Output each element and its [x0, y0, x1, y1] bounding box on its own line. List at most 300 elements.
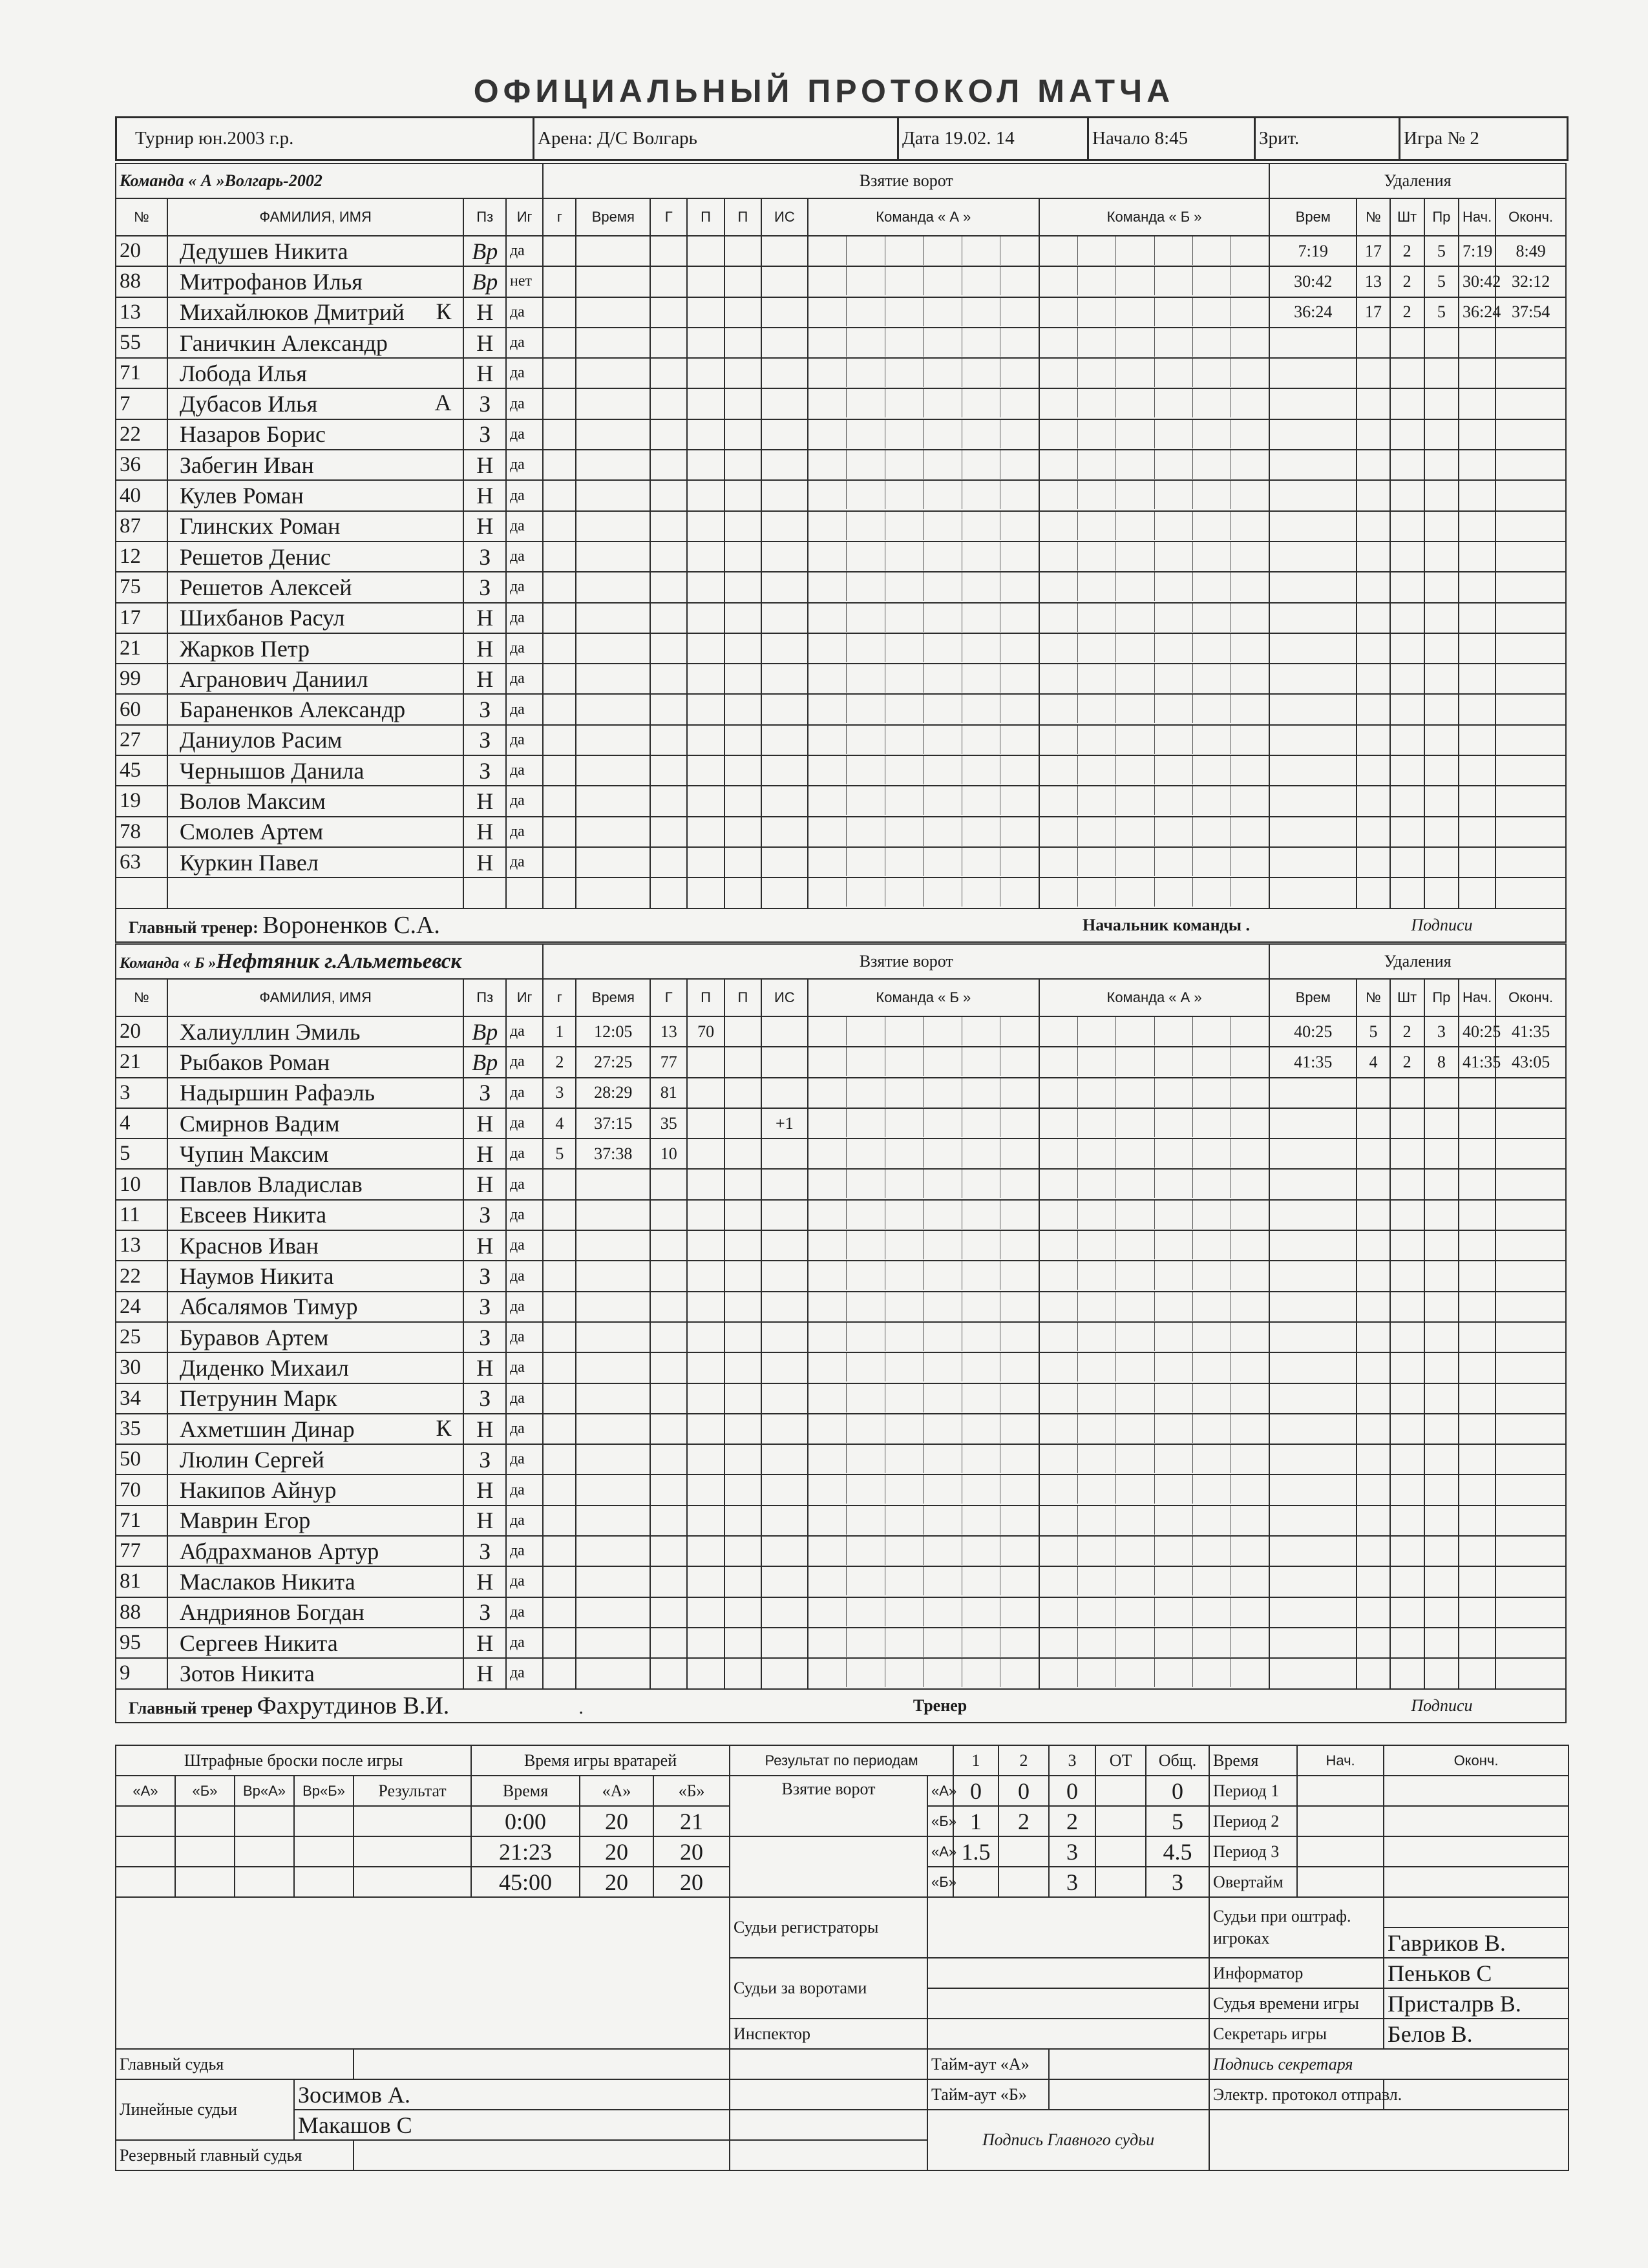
col-played: Иг: [506, 979, 543, 1016]
player-name-cell: [167, 572, 464, 602]
on-ice-slot: [1078, 1323, 1116, 1351]
penalty-start-cell: [1459, 1169, 1495, 1199]
penalty-start-cell: [1459, 1261, 1495, 1291]
head-referee-label: Главный судья: [116, 2049, 354, 2079]
penalty-start-cell: [1459, 1078, 1495, 1108]
player-position: З: [463, 694, 506, 724]
penalty-end-cell: [1495, 1261, 1566, 1291]
goal-p1-cell: [687, 1169, 724, 1199]
penalty-reason-cell: [1424, 1352, 1459, 1383]
penalty-min-cell: 2: [1390, 266, 1424, 297]
on-ice-slot: [847, 848, 885, 876]
on-ice-slot: [885, 1201, 924, 1229]
on-ice-slot: [1155, 328, 1193, 357]
goal-time-cell: [576, 1536, 650, 1566]
penalty-end-cell: [1495, 725, 1566, 755]
player-number: 10: [116, 1169, 167, 1199]
on-ice-cell: [1039, 1108, 1269, 1139]
goalie-change-time: 21:23: [471, 1836, 580, 1867]
on-ice-slot: [1040, 726, 1078, 754]
goalie-col-header: Время: [471, 1776, 580, 1806]
goal-p2-cell: [724, 541, 761, 572]
reserve-referee-value: [354, 2140, 730, 2170]
on-ice-slot: [1040, 450, 1078, 479]
shootout-cell: [235, 1836, 294, 1867]
player-row: [116, 847, 1566, 877]
player-name-cell: [167, 817, 464, 847]
on-ice-slot: [1155, 664, 1193, 693]
on-ice-slot: [847, 1017, 885, 1045]
player-played: да: [506, 1047, 543, 1077]
goal-time-cell: [576, 1475, 650, 1505]
player-name: Петрунин Марк: [179, 1385, 337, 1412]
coach-name: Фахрутдинов В.И.: [257, 1692, 450, 1719]
goal-p1-cell: 70: [687, 1016, 724, 1047]
player-position: Н: [463, 1352, 506, 1383]
on-ice-slot: [1000, 1628, 1039, 1657]
penalties-section-header: Удаления: [1269, 944, 1566, 979]
on-ice-slot: [962, 1017, 1001, 1045]
on-ice-grid: [1040, 664, 1269, 693]
goal-p2-cell: [724, 786, 761, 816]
on-ice-slot: [1000, 512, 1039, 540]
player-number: 36: [116, 450, 167, 480]
on-ice-slot: [924, 420, 962, 448]
goal-g-cell: [650, 266, 687, 297]
player-number: 88: [116, 1597, 167, 1628]
summary-section: [115, 1745, 1567, 2171]
on-ice-cell: [808, 1566, 1039, 1597]
on-ice-slot: [808, 450, 847, 479]
player-position: Н: [463, 480, 506, 510]
on-ice-slot: [808, 786, 847, 815]
on-ice-slot: [1000, 1567, 1039, 1595]
penalty-time-cell: [1269, 694, 1357, 724]
period-score: 2: [998, 1806, 1049, 1836]
on-ice-slot: [808, 726, 847, 754]
penalty-num-cell: [1357, 1475, 1389, 1505]
player-name: Назаров Борис: [179, 421, 326, 448]
on-ice-cell: [808, 1292, 1039, 1322]
on-ice-slot: [1155, 1078, 1193, 1107]
penalty-end-cell: [1495, 1628, 1566, 1658]
on-ice-slot: [1040, 1445, 1078, 1473]
player-name-cell: [167, 1352, 464, 1383]
on-ice-slot: [924, 1598, 962, 1626]
on-ice-slot: [1078, 236, 1116, 265]
player-number: 35: [116, 1414, 167, 1444]
on-ice-slot: [1116, 1475, 1154, 1504]
goal-is-cell: [761, 1322, 808, 1352]
goal-p1-cell: [687, 1566, 724, 1597]
period-team: «Б»: [927, 1806, 953, 1836]
period-time-label: Овертайм: [1209, 1867, 1297, 1897]
goal-time-cell: [576, 236, 650, 266]
goal-is-cell: [761, 450, 808, 480]
penalty-start-cell: [1459, 572, 1495, 602]
period-start: [1297, 1776, 1384, 1806]
penalty-start-cell: [1459, 450, 1495, 480]
penalty-num-cell: [1357, 1383, 1389, 1414]
on-ice-slot: [847, 1139, 885, 1168]
on-ice-slot: [1193, 1384, 1231, 1412]
goal-is-cell: [761, 1016, 808, 1047]
goal-g-cell: 13: [650, 1016, 687, 1047]
on-ice-grid: [1040, 634, 1269, 663]
on-ice-slot: [1078, 848, 1116, 876]
penalty-start-cell: [1459, 1628, 1495, 1658]
on-ice-grid: [808, 848, 1039, 877]
penalty-start-cell: [1459, 480, 1495, 510]
on-ice-slot: [1000, 328, 1039, 357]
on-ice-slot: [1078, 1017, 1116, 1045]
period-score: 0: [1146, 1776, 1209, 1806]
on-ice-slot: [1078, 664, 1116, 693]
on-ice-slot: [1116, 756, 1154, 784]
on-ice-slot: [1116, 1109, 1154, 1137]
on-ice-cell: [1039, 1200, 1269, 1230]
player-name-cell: [167, 1322, 464, 1352]
on-ice-slot: [924, 1659, 962, 1687]
on-ice-slot: [808, 1323, 847, 1351]
on-ice-slot: [1000, 1414, 1039, 1443]
col-penalty-reason: Пр: [1424, 979, 1459, 1016]
goal-time-cell: [576, 725, 650, 755]
player-position: Вр: [463, 236, 506, 266]
penalty-num-cell: [1357, 755, 1389, 786]
col-penalty-start: Нач.: [1459, 198, 1495, 236]
on-ice-cell: [808, 1536, 1039, 1566]
on-ice-slot: [1116, 450, 1154, 479]
goal-p2-cell: [724, 511, 761, 541]
on-ice-cell: [1039, 1352, 1269, 1383]
goal-g-cell: 35: [650, 1108, 687, 1139]
goal-p2-cell: [724, 1383, 761, 1414]
player-position: З: [463, 1444, 506, 1475]
goal-time-cell: [576, 1658, 650, 1688]
col-on-ice-own: Команда « А »: [808, 198, 1039, 236]
on-ice-grid: [1040, 1506, 1269, 1535]
penalty-box-judges-name: Гавриков В.: [1384, 1927, 1569, 1958]
on-ice-slot: [1231, 420, 1269, 448]
on-ice-slot: [962, 604, 1001, 632]
player-played: да: [506, 450, 543, 480]
on-ice-slot: [924, 848, 962, 876]
team-label: Команда « Б »: [120, 954, 217, 972]
player-played: да: [506, 1536, 543, 1566]
on-ice-slot: [1193, 1537, 1231, 1565]
penalty-end-cell: [1495, 1566, 1566, 1597]
on-ice-cell: [808, 1078, 1039, 1108]
on-ice-slot: [1155, 236, 1193, 265]
shootout-cell: [294, 1867, 354, 1897]
on-ice-slot: [847, 1109, 885, 1137]
on-ice-slot: [808, 848, 847, 876]
on-ice-slot: [885, 1384, 924, 1412]
penalty-min-cell: [1390, 1261, 1424, 1291]
goal-g-cell: [650, 1383, 687, 1414]
on-ice-slot: [962, 1445, 1001, 1473]
goal-time-cell: 28:29: [576, 1078, 650, 1108]
on-ice-slot: [1078, 1659, 1116, 1687]
on-ice-cell: [1039, 755, 1269, 786]
goal-g-cell: [650, 511, 687, 541]
goalie-a-number: 20: [580, 1836, 653, 1867]
on-ice-slot: [1193, 1567, 1231, 1595]
on-ice-slot: [1040, 1506, 1078, 1535]
goal-p1-cell: [687, 1597, 724, 1628]
on-ice-slot: [924, 572, 962, 601]
on-ice-slot: [924, 1323, 962, 1351]
shootout-col-header: Результат: [354, 1776, 471, 1806]
goal-is-cell: [761, 328, 808, 358]
empty-cell: [116, 877, 167, 908]
on-ice-slot: [885, 328, 924, 357]
goal-time-cell: [576, 1352, 650, 1383]
player-row: [116, 266, 1566, 297]
on-ice-cell: [1039, 1139, 1269, 1169]
on-ice-slot: [808, 1567, 847, 1595]
reserve-referee-label: Резервный главный судья: [116, 2140, 354, 2170]
player-name-cell: [167, 1078, 464, 1108]
on-ice-slot: [885, 1598, 924, 1626]
player-row: [116, 1016, 1566, 1047]
on-ice-slot: [1000, 634, 1039, 662]
on-ice-slot: [1000, 848, 1039, 876]
player-name: Краснов Иван: [179, 1232, 319, 1259]
player-name: Волов Максим: [179, 788, 326, 814]
player-row: [116, 541, 1566, 572]
penalty-reason-cell: [1424, 877, 1459, 908]
player-position: Н: [463, 511, 506, 541]
on-ice-cell: [808, 755, 1039, 786]
on-ice-slot: [808, 542, 847, 571]
goal-is-cell: [761, 266, 808, 297]
penalty-time-cell: 30:42: [1269, 266, 1357, 297]
on-ice-slot: [1155, 1231, 1193, 1259]
secretary-label: Секретарь игры: [1209, 2019, 1384, 2049]
on-ice-grid: [808, 450, 1039, 479]
on-ice-slot: [1078, 298, 1116, 326]
player-number: 24: [116, 1292, 167, 1322]
penalty-time-cell: [1269, 1139, 1357, 1169]
goal-time-cell: [576, 1414, 650, 1444]
goal-is-cell: [761, 1078, 808, 1108]
player-position: Н: [463, 1108, 506, 1139]
player-row: [116, 694, 1566, 724]
on-ice-grid: [1040, 1109, 1269, 1138]
on-ice-slot: [1000, 236, 1039, 265]
penalty-num-cell: [1357, 480, 1389, 510]
goal-p2-cell: [724, 755, 761, 786]
goal-p1-cell: [687, 817, 724, 847]
on-ice-slot: [1040, 389, 1078, 417]
goal-p2-cell: [724, 1658, 761, 1688]
on-ice-cell: [808, 725, 1039, 755]
penalty-reason-cell: [1424, 664, 1459, 694]
penalty-end-cell: 41:35: [1495, 1016, 1566, 1047]
penalty-end-cell: [1495, 419, 1566, 450]
player-position: З: [463, 1292, 506, 1322]
penalty-time-cell: [1269, 633, 1357, 664]
on-ice-slot: [1155, 542, 1193, 571]
goal-p2-cell: [724, 572, 761, 602]
on-ice-slot: [1000, 1078, 1039, 1107]
goal-p1-cell: [687, 511, 724, 541]
on-ice-grid: [1040, 786, 1269, 815]
goal-g-cell: 5: [543, 1139, 576, 1169]
penalty-start-cell: [1459, 1383, 1495, 1414]
goal-p2-cell: [724, 1261, 761, 1291]
penalty-time-cell: [1269, 786, 1357, 816]
goal-time-cell: [576, 572, 650, 602]
on-ice-slot: [1231, 634, 1269, 662]
player-played: да: [506, 1597, 543, 1628]
on-ice-slot: [962, 1659, 1001, 1687]
on-ice-grid: [1040, 1445, 1269, 1474]
on-ice-slot: [847, 1506, 885, 1535]
on-ice-slot: [1078, 328, 1116, 357]
on-ice-slot: [1000, 1170, 1039, 1198]
on-ice-cell: [1039, 847, 1269, 877]
penalty-time-cell: [1269, 664, 1357, 694]
on-ice-slot: [1116, 1323, 1154, 1351]
on-ice-slot: [924, 481, 962, 509]
goal-p1-cell: [687, 1292, 724, 1322]
goal-p2-cell: [724, 419, 761, 450]
penalty-reason-cell: [1424, 511, 1459, 541]
team-a-section: [115, 163, 1567, 943]
penalty-num-cell: [1357, 511, 1389, 541]
penalty-min-cell: 2: [1390, 236, 1424, 266]
on-ice-slot: [1078, 878, 1116, 907]
on-ice-cell: [1039, 388, 1269, 419]
on-ice-slot: [1116, 1353, 1154, 1381]
goal-time-cell: [576, 541, 650, 572]
player-position: З: [463, 1536, 506, 1566]
on-ice-slot: [962, 572, 1001, 601]
penalty-num-cell: [1357, 725, 1389, 755]
on-ice-grid: [1040, 1384, 1269, 1413]
penalty-min-cell: [1390, 694, 1424, 724]
on-ice-slot: [924, 1201, 962, 1229]
timeout-a-value: [1049, 2049, 1209, 2079]
player-played: да: [506, 1506, 543, 1536]
on-ice-slot: [1000, 359, 1039, 387]
goal-p1-cell: [687, 1200, 724, 1230]
on-ice-slot: [885, 267, 924, 295]
penalty-num-cell: [1357, 1292, 1389, 1322]
on-ice-slot: [1078, 1292, 1116, 1321]
penalty-start-cell: [1459, 1414, 1495, 1444]
on-ice-cell: [1039, 1597, 1269, 1628]
shootout-col-header: Вр«Б»: [294, 1776, 354, 1806]
on-ice-slot: [962, 786, 1001, 815]
on-ice-cell: [1039, 450, 1269, 480]
on-ice-slot: [847, 359, 885, 387]
player-position: Н: [463, 847, 506, 877]
on-ice-cell: [808, 480, 1039, 510]
team-name: Команда « А »Волгарь-2002: [116, 163, 543, 198]
on-ice-slot: [962, 817, 1001, 846]
player-position: З: [463, 541, 506, 572]
penalty-reason-cell: [1424, 1597, 1459, 1628]
goal-time-cell: [576, 877, 650, 908]
player-number: 22: [116, 1261, 167, 1291]
on-ice-slot: [1231, 1598, 1269, 1626]
goal-g-cell: [650, 817, 687, 847]
penalty-time-cell: [1269, 817, 1357, 847]
on-ice-cell: [1039, 817, 1269, 847]
penalty-num-cell: [1357, 877, 1389, 908]
game-number-field: Игра № 2: [1400, 118, 1568, 160]
penalty-min-cell: [1390, 755, 1424, 786]
on-ice-cell: [1039, 572, 1269, 602]
goal-judges-value: [927, 1988, 1209, 2019]
goal-g-cell: [650, 1292, 687, 1322]
goal-g-cell: [543, 358, 576, 388]
penalty-reason-cell: [1424, 358, 1459, 388]
player-number: 7: [116, 388, 167, 419]
on-ice-slot: [808, 328, 847, 357]
goal-time-cell: [576, 1230, 650, 1261]
penalty-num-cell: [1357, 633, 1389, 664]
on-ice-slot: [885, 1017, 924, 1045]
penalty-min-cell: [1390, 1078, 1424, 1108]
on-ice-slot: [1155, 420, 1193, 448]
player-name: Чупин Максим: [179, 1140, 329, 1167]
player-number: 88: [116, 266, 167, 297]
on-ice-slot: [1078, 817, 1116, 846]
on-ice-slot: [1000, 481, 1039, 509]
player-name: Ахметшин Динар: [179, 1416, 355, 1442]
on-ice-slot: [962, 298, 1001, 326]
shootout-cell: [354, 1806, 471, 1836]
col-assist-2: П: [724, 198, 761, 236]
on-ice-slot: [808, 572, 847, 601]
penalty-end-cell: 8:49: [1495, 236, 1566, 266]
on-ice-cell: [808, 1383, 1039, 1414]
on-ice-slot: [808, 1537, 847, 1565]
on-ice-slot: [1040, 1659, 1078, 1687]
on-ice-slot: [1116, 298, 1154, 326]
player-name-cell: [167, 1566, 464, 1597]
player-number: 20: [116, 236, 167, 266]
on-ice-slot: [885, 542, 924, 571]
goal-g-cell: [650, 786, 687, 816]
on-ice-slot: [962, 1139, 1001, 1168]
goal-g-cell: [543, 1352, 576, 1383]
player-played: да: [506, 1230, 543, 1261]
player-row: [116, 1292, 1566, 1322]
on-ice-grid: [808, 817, 1039, 846]
player-row: [116, 1261, 1566, 1291]
on-ice-grid: [1040, 1414, 1269, 1444]
on-ice-slot: [847, 817, 885, 846]
on-ice-grid: [1040, 1292, 1269, 1321]
on-ice-slot: [885, 236, 924, 265]
page-title: ОФИЦИАЛЬНЫЙ ПРОТОКОЛ МАТЧА: [473, 73, 1175, 109]
on-ice-slot: [1231, 604, 1269, 632]
on-ice-slot: [1000, 267, 1039, 295]
player-row: [116, 1658, 1566, 1688]
goal-g-cell: [650, 725, 687, 755]
player-position: Н: [463, 603, 506, 633]
player-position: З: [463, 1261, 506, 1291]
on-ice-slot: [1231, 450, 1269, 479]
goal-g-cell: 4: [543, 1108, 576, 1139]
penalty-end-cell: [1495, 1292, 1566, 1322]
